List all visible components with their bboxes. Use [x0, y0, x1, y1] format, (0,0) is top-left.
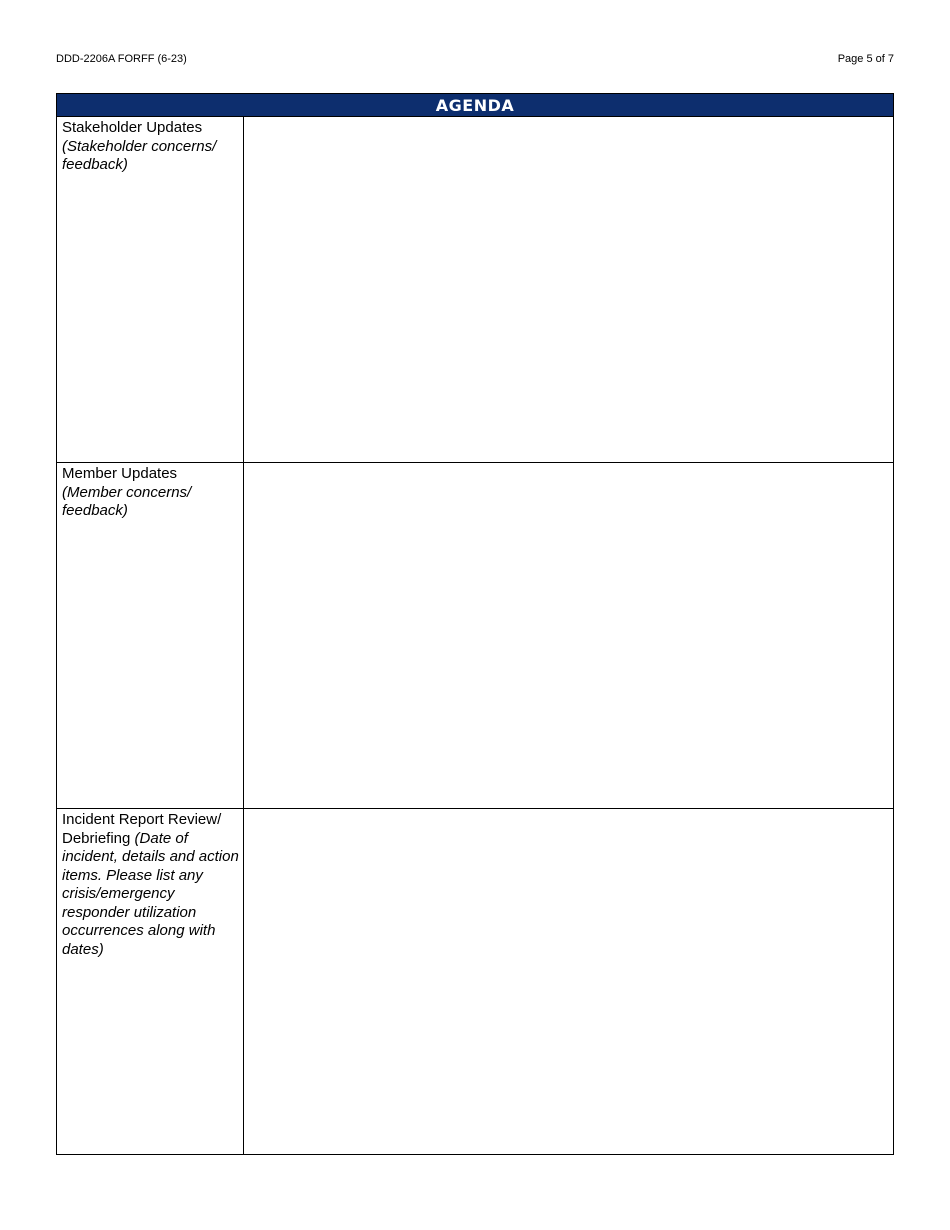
incident-report-entry-field[interactable] [244, 809, 893, 1154]
row-note: (Stakeholder concerns/ feedback) [62, 137, 217, 173]
row-note: (Date of incident, details and action items. Please list any crisis/emergency responder utilization occurrences along with dates) [62, 829, 239, 958]
page-number: Page 5 of 7 [837, 53, 894, 65]
row-note: (Member concerns/ feedback) [62, 483, 192, 519]
row-label: Member Updates [62, 465, 178, 482]
member-updates-entry-field[interactable] [244, 463, 893, 808]
form-id: DDD-2206A FORFF (6-23) [56, 53, 187, 65]
row-label: Stakeholder Updates [62, 119, 203, 136]
stakeholder-updates-entry-field[interactable] [244, 117, 893, 462]
row-label: Incident Report Review/ Debriefing [62, 811, 222, 847]
row-label-cell [57, 809, 244, 1154]
agenda-table [56, 93, 894, 1155]
agenda-title: AGENDA [57, 94, 893, 117]
agenda-row-member-updates [57, 463, 893, 809]
agenda-row-incident-report-review [57, 809, 893, 1154]
row-label-cell [57, 463, 244, 808]
agenda-row-stakeholder-updates [57, 117, 893, 463]
row-label-cell [57, 117, 244, 462]
